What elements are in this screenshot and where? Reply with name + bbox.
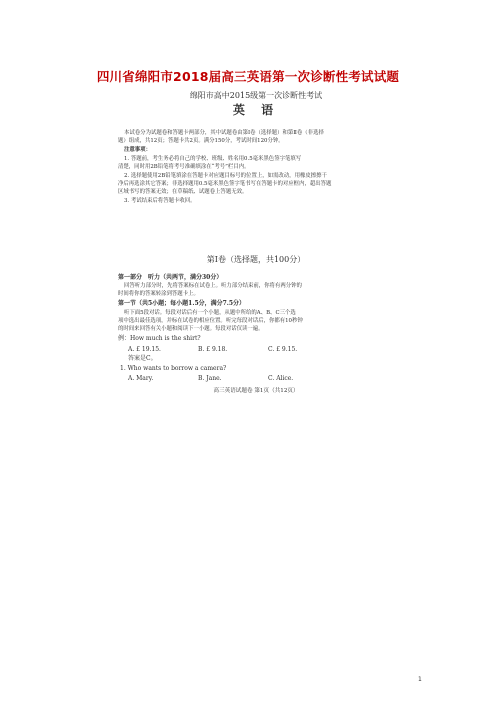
section-title: 第Ⅰ卷（选择题，共100分）	[206, 255, 306, 264]
exam-header: 绵阳市高中2015级第一次诊断性考试	[189, 91, 323, 100]
instruction-line: 本试卷分为试题卷和答题卡两部分，其中试题卷由第Ⅰ卷（选择题）和第Ⅱ卷（非选择	[124, 130, 324, 136]
instruction-line: 3. 考试结束后将答题卡收回。	[124, 198, 196, 204]
instruction-line: 区域书写的答案无效；在草稿纸、试题卷上答题无效。	[118, 189, 248, 195]
instruction-line: 净后再选涂其它答案；非选择题用0.5毫米黑色签字笔书写在答题卡的对应框内，超出答题	[118, 181, 332, 187]
instruction-line: 清楚，同时用2B铅笔将考号准确填涂在“考号”栏目内。	[118, 164, 250, 170]
question-1-option-c: C. Alice.	[268, 375, 294, 382]
section1-line: 的时间来回答有关小题和阅读下一小题。每段对话仅读一遍。	[118, 326, 264, 332]
part1-heading: 第一部分 听力（共两节，满分30分）	[118, 274, 223, 281]
example-option-b: B. £ 9.18.	[198, 346, 228, 353]
question-1-option-a: A. Mary.	[128, 375, 154, 382]
page-footer: 高三英语试题卷 第1页（共12页）	[213, 388, 299, 394]
part1-line: 回答听力部分时，先将答案标在试卷上。听力部分结束前，你将有两分钟的	[124, 283, 302, 289]
instruction-line: 题）组成，共12页；答题卡共2页。满分150分，考试时间120分钟。	[118, 138, 284, 144]
example-option-c: C. £ 9.15.	[268, 346, 298, 353]
section1-line: 听下面5段对话。每段对话后有一个小题，从题中所给的A、B、C三个选	[124, 310, 296, 316]
instruction-line: 注意事项：	[124, 147, 151, 153]
instruction-line: 1. 答题前，考生务必将自己的学校、班级、姓名用0.5毫米黑色签字笔填写	[124, 156, 302, 162]
scanned-exam-page	[118, 92, 394, 397]
instruction-line: 2. 选择题使用2B铅笔填涂在答题卡对应题目标号的位置上，如需改动，用橡皮擦擦干	[124, 173, 327, 179]
question-1-option-b: B. Jane.	[198, 375, 222, 382]
example-question: 例：How much is the shirt?	[118, 335, 201, 342]
part1-line: 时间将你的答案转涂到答题卡上。	[118, 291, 199, 297]
document-title: 四川省绵阳市2018届高三英语第一次诊断性考试试题	[96, 69, 400, 84]
page-number: 1	[418, 676, 422, 683]
example-option-a: A. £ 19.15.	[128, 346, 161, 353]
subject-heading: 英 语	[232, 103, 280, 117]
section1-line: 项中选出最佳选项，并标在试卷的相应位置。听完每段对话后，你都有10秒钟	[118, 318, 303, 324]
example-answer: 答案是C。	[128, 355, 157, 362]
question-1: 1. Who wants to borrow a camera?	[120, 365, 227, 372]
section1-heading: 第一节（共5小题；每小题1.5分，满分7.5分）	[118, 300, 246, 307]
